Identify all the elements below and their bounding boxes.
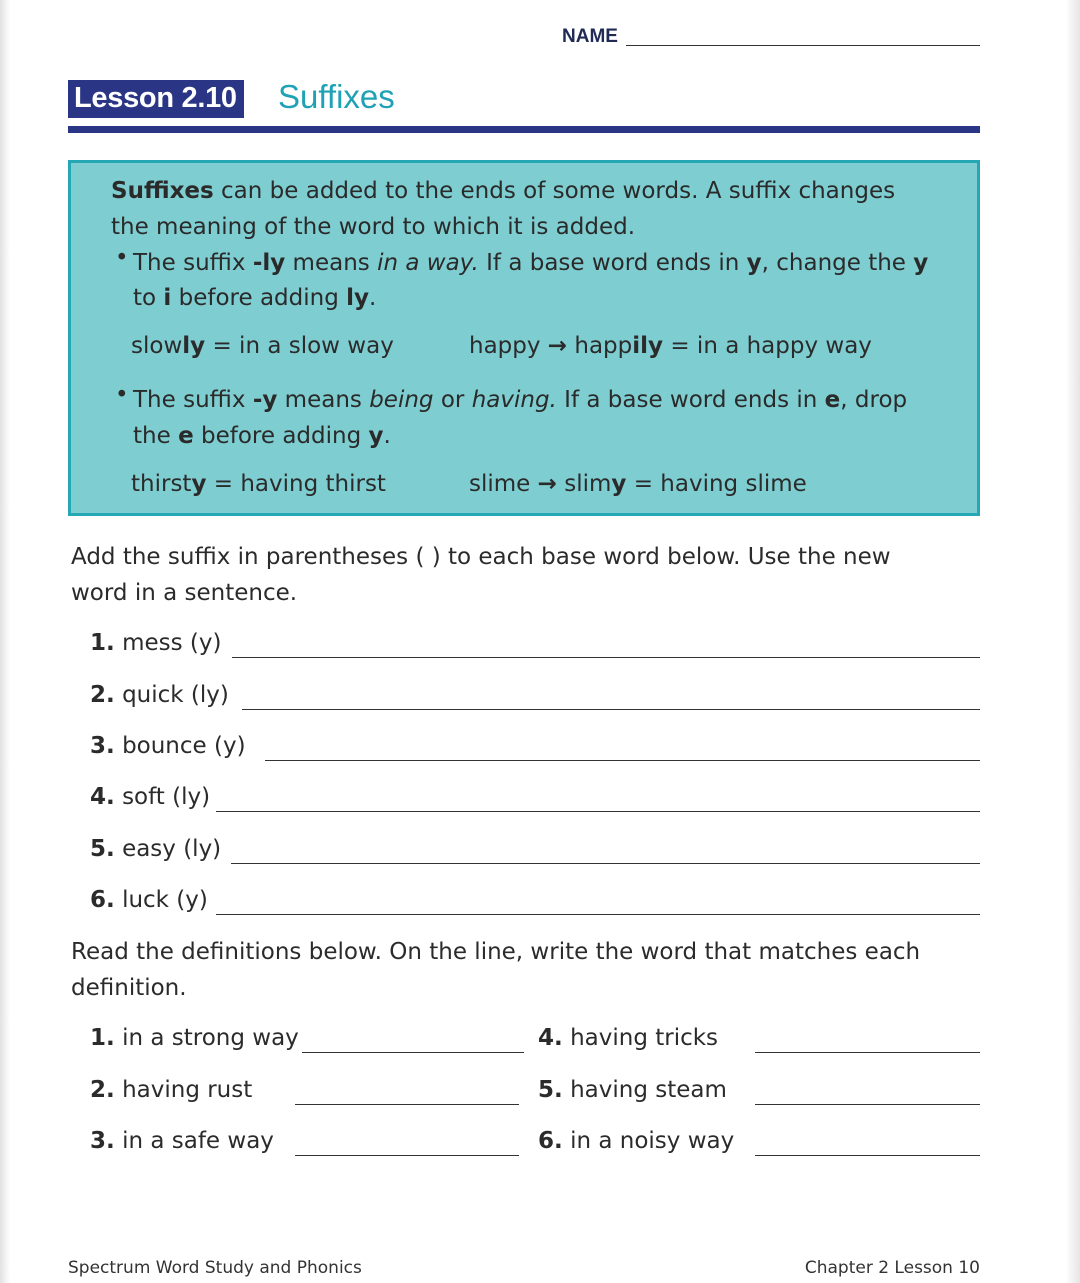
answer-line[interactable]: [302, 1052, 524, 1053]
bullet-dot: •: [115, 382, 129, 408]
definition-item: 2. having rust: [90, 1077, 253, 1103]
exercise1-item: 2. quick (ly): [90, 682, 229, 708]
exercise1-item: 4. soft (ly): [90, 784, 211, 810]
footer-right: Chapter 2 Lesson 10: [804, 1258, 980, 1278]
definition-item: 4. having tricks: [538, 1025, 719, 1051]
answer-line[interactable]: [295, 1155, 519, 1156]
answer-line[interactable]: [755, 1052, 980, 1053]
bullet1-line-1: The suffix -ly means in a way. If a base word ends in y, change the y: [133, 250, 929, 276]
example2-right: slime → slimy = having slime: [469, 471, 807, 497]
exercise1-item: 1. mess (y): [90, 630, 222, 656]
answer-line[interactable]: [216, 811, 980, 812]
answer-line[interactable]: [242, 709, 980, 710]
exercise1-item: 3. bounce (y): [90, 733, 246, 759]
answer-line[interactable]: [295, 1104, 519, 1105]
answer-line[interactable]: [216, 914, 980, 915]
page-edge-left: [0, 0, 10, 1283]
lesson-header: [68, 78, 980, 136]
definition-item: 5. having steam: [538, 1077, 727, 1103]
page-edge-right: [1066, 0, 1080, 1283]
definition-item: 1. in a strong way: [90, 1025, 299, 1051]
answer-line[interactable]: [232, 657, 980, 658]
arrow-right-icon: →: [537, 471, 557, 497]
name-label: NAME: [562, 26, 618, 47]
answer-line[interactable]: [755, 1104, 980, 1105]
lesson-badge: Lesson 2.10: [68, 80, 244, 118]
answer-line[interactable]: [231, 863, 980, 864]
header-rule: [68, 126, 980, 133]
definition-item: 6. in a noisy way: [538, 1128, 735, 1154]
rule-box: [68, 160, 980, 516]
rule-intro-line-2: the meaning of the word to which it is added.: [111, 214, 636, 240]
bullet2-line-1: The suffix -y means being or having. If a base word ends in e, drop: [133, 387, 908, 413]
section1-instruction-line-2: word in a sentence.: [71, 580, 298, 606]
answer-line[interactable]: [265, 760, 980, 761]
footer-left: Spectrum Word Study and Phonics: [68, 1258, 362, 1278]
example1-right: happy → happily = in a happy way: [469, 333, 872, 359]
bullet1-line-2: to i before adding ly.: [133, 285, 377, 311]
example2-left: thirsty = having thirst: [131, 471, 386, 497]
example1-left: slowly = in a slow way: [131, 333, 394, 359]
bullet2-line-2: the e before adding y.: [133, 423, 391, 449]
name-row: [560, 24, 980, 50]
rule-intro-line-1: Suffixes can be added to the ends of some words. A suffix changes: [111, 178, 896, 204]
section2-instruction-line-2: definition.: [71, 975, 187, 1001]
name-field[interactable]: [626, 45, 980, 46]
exercise1-item: 6. luck (y): [90, 887, 208, 913]
section1-instruction-line-1: Add the suffix in parentheses ( ) to each base word below. Use the new: [71, 544, 891, 570]
arrow-right-icon: →: [547, 333, 568, 359]
definition-item: 3. in a safe way: [90, 1128, 274, 1154]
answer-line[interactable]: [755, 1155, 980, 1156]
bullet-dot: •: [115, 245, 129, 271]
section2-instruction-line-1: Read the definitions below. On the line, write the word that matches each: [71, 939, 921, 965]
lesson-title: Suffixes: [278, 78, 395, 115]
exercise1-item: 5. easy (ly): [90, 836, 222, 862]
